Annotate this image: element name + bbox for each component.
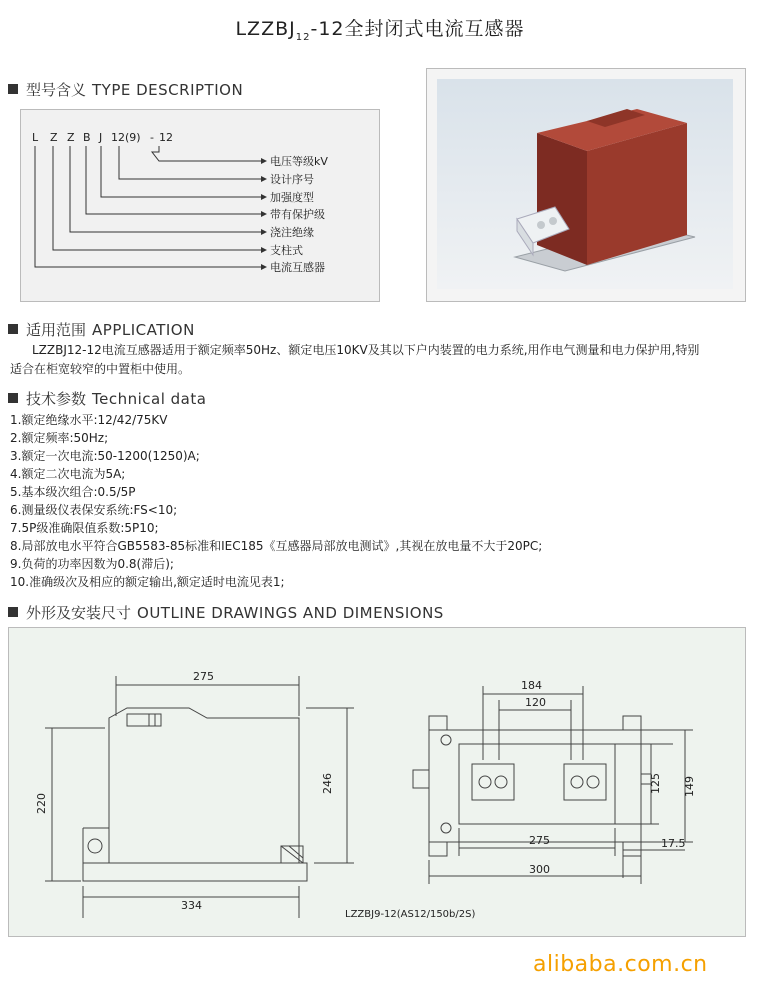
bullet-square-icon — [8, 84, 18, 94]
type-letter-9: 12 — [159, 131, 173, 144]
tech-item: 10.准确级次及相应的额定输出,额定适时电流见表1; — [10, 575, 285, 589]
type-meaning-6: 支柱式 — [270, 244, 303, 257]
application-text-line-2: 适合在柜宽较窄的中置柜中使用。 — [10, 362, 191, 376]
tech-item: 8.局部放电水平符合GB5583-85标准和IEC185《互感器局部放电测试》,其视在放电量不大于20PC; — [10, 539, 543, 553]
type-letter-3: Z — [67, 131, 75, 144]
type-letter-4: B — [83, 131, 91, 144]
dim-275-top: 275 — [193, 670, 214, 683]
watermark-logo: alibaba.com.cn — [533, 952, 708, 977]
drawing-caption: LZZBJ9-12(AS12/150b/2S) — [345, 909, 476, 920]
application-text-line-1: LZZBJ12-12电流互感器适用于额定频率50Hz、额定电压10KV及其以下户内装置的电力系统,用作电气测量和电力保护用,特别 — [32, 343, 700, 357]
dim-17-5: 17.5 — [661, 837, 686, 850]
type-meaning-2: 设计序号 — [270, 173, 314, 186]
type-letter-2: Z — [50, 131, 58, 144]
tech-item: 9.负荷的功率因数为0.8(滞后); — [10, 557, 174, 571]
dim-334: 334 — [181, 899, 202, 912]
type-meaning-4: 带有保护级 — [270, 208, 325, 221]
dim-275-bottom: 275 — [529, 834, 550, 847]
tech-item: 5.基本级次组合:0.5/5P — [10, 485, 136, 499]
tech-item: 1.额定绝缘水平:12/42/75KV — [10, 413, 168, 427]
tech-item: 3.额定一次电流:50-1200(1250)A; — [10, 449, 200, 463]
bullet-square-icon — [8, 393, 18, 403]
type-leader-lines — [35, 146, 261, 267]
type-meaning-3: 加强度型 — [270, 191, 314, 204]
section-outline-heading: 外形及安装尺寸 OUTLINE DRAWINGS AND DIMENSIONS — [8, 602, 444, 623]
dim-246: 246 — [321, 773, 334, 794]
type-letter-5: J — [99, 131, 103, 144]
type-meaning-5: 浇注绝缘 — [270, 226, 314, 239]
tech-item: 4.额定二次电流为5A; — [10, 467, 126, 481]
bullet-square-icon — [8, 324, 18, 334]
type-meaning-1: 电压等级kV — [270, 155, 328, 168]
product-photo — [437, 79, 733, 289]
type-meaning-7: 电流互感器 — [270, 261, 325, 274]
type-description-panel — [20, 109, 380, 302]
type-letter-7: (9) — [125, 131, 141, 144]
dim-120: 120 — [525, 696, 546, 709]
section-technical-heading: 技术参数 Technical data — [8, 388, 206, 409]
dim-184: 184 — [521, 679, 542, 692]
type-letter-1: L — [32, 131, 39, 144]
type-letter-8: - — [150, 131, 154, 144]
dim-125: 125 — [649, 773, 662, 794]
type-letter-6: 12 — [111, 131, 125, 144]
dim-220: 220 — [35, 793, 48, 814]
product-photo-frame — [426, 68, 746, 302]
section-application-heading: 适用范围 APPLICATION — [8, 319, 195, 340]
tech-item: 7.5P级准确限值系数:5P10; — [10, 521, 159, 535]
tech-item: 2.额定频率:50Hz; — [10, 431, 109, 445]
dim-149: 149 — [683, 776, 696, 797]
dim-300: 300 — [529, 863, 550, 876]
section-type-heading: 型号含义 TYPE DESCRIPTION — [8, 79, 243, 100]
page-title: $LZZBJ_{12}-12$全封闭式电流互感器 — [235, 18, 525, 43]
tech-item: 6.测量级仪表保安系统:FS<10; — [10, 503, 178, 517]
bullet-square-icon — [8, 607, 18, 617]
outline-drawing-panel — [8, 627, 746, 937]
